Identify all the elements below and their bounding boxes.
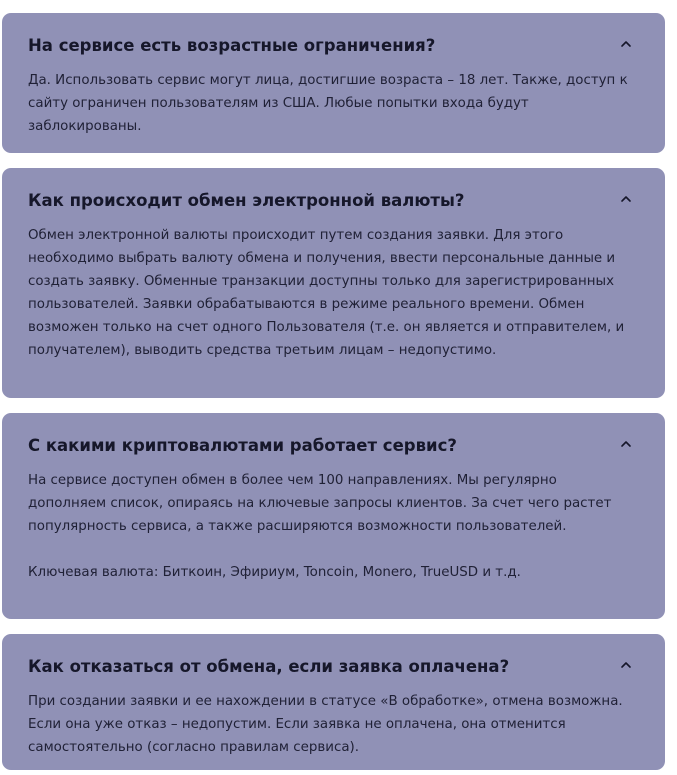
- faq-header[interactable]: [28, 190, 639, 212]
- faq-item-supported-cryptocurrencies: [2, 413, 665, 619]
- faq-answer: При создании заявки и ее нахождении в статусе «В обработке», отмена возможна. Если она уже отказ – недопустим. Если заявка не оплачена, она отменится самостоятельно (согласно правилам сервиса).: [28, 694, 623, 755]
- faq-item-exchange-process: [2, 168, 665, 398]
- faq-question: На сервисе есть возрастные ограничения?: [28, 36, 436, 55]
- chevron-up-icon[interactable]: [619, 437, 633, 451]
- chevron-up-icon[interactable]: [619, 658, 633, 672]
- chevron-up-icon[interactable]: [619, 192, 633, 206]
- faq-header[interactable]: [28, 35, 639, 57]
- faq-header[interactable]: [28, 656, 639, 678]
- faq-item-cancel-exchange: [2, 634, 665, 770]
- faq-answer: Обмен электронной валюты происходит путем создания заявки. Для этого необходимо выбрать валюту обмена и получения, ввести персональные данные и создать заявку. Обменные транзакции доступны только для зарегистрированных пользователей. Заявки обрабатываются в режиме реального времени. Обмен возможен только на счет одного Пользователя (т.е. он является и отправителем, и получателем), выводить средства третьим лицам – недопустимо.: [28, 228, 625, 358]
- faq-answer: Да. Использовать сервис могут лица, достигшие возраста – 18 лет. Также, доступ к сайту ограничен пользователям из США. Любые попытки входа будут заблокированы.: [28, 73, 628, 134]
- faq-answer: На сервисе доступен обмен в более чем 100 направлениях. Мы регулярно дополняем список, опираясь на ключевые запросы клиентов. За счет чего растет популярность сервиса, а также расширяются возможности пользователей.: [28, 473, 612, 534]
- faq-question: С какими криптовалютами работает сервис?: [28, 436, 457, 455]
- chevron-up-icon[interactable]: [619, 37, 633, 51]
- faq-answer-key-currencies: Ключевая валюта: Биткоин, Эфириум, Toncoin, Monero, TrueUSD и т.д.: [28, 565, 521, 580]
- faq-item-age-restrictions: [2, 13, 665, 153]
- faq-question: Как отказаться от обмена, если заявка оплачена?: [28, 657, 510, 676]
- faq-question: Как происходит обмен электронной валюты?: [28, 191, 465, 210]
- faq-header[interactable]: [28, 435, 639, 457]
